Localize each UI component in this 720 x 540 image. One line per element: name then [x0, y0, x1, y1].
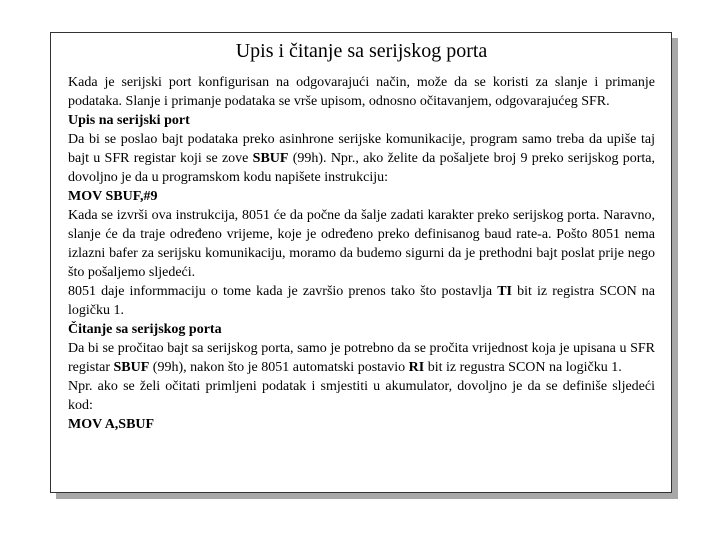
body-paragraph — [68, 339, 655, 377]
text-run: 8051 daje informmaciju o tome kada je završio prenos tako što postavlja — [68, 284, 498, 299]
slide-content-box — [50, 32, 672, 493]
bold-term: RI — [408, 360, 425, 375]
section-heading — [68, 415, 655, 434]
text-run: (99h), nakon što je 8051 automatski postavio — [149, 360, 409, 375]
text-run: Čitanje sa serijskog porta — [68, 322, 222, 337]
bold-term: SBUF — [113, 360, 150, 375]
section-heading — [68, 187, 655, 206]
text-run: Upis na serijski port — [68, 113, 190, 128]
section-heading — [68, 320, 655, 339]
text-run: bit iz registra SCON na logičku 1. — [68, 284, 656, 318]
text-run: Npr. ako se želi očitati primljeni podatak i smjestiti u akumulator, dovoljno je da se definiše sljedeći kod: — [68, 379, 655, 413]
body-paragraph — [68, 377, 655, 415]
text-run: (99h). Npr., ako želite da pošaljete broj 9 preko serijskog porta, dovoljno je da u programskom kodu napišete instrukciju: — [68, 151, 655, 185]
body-paragraph — [68, 73, 655, 111]
body-paragraph — [68, 130, 655, 187]
text-run: bit iz regustra SCON na logičku 1. — [424, 360, 622, 375]
text-run: Da bi se pročitao bajt sa serijskog porta, samo je potrebno da se pročita vrijednost koja je upisana u SFR registar — [68, 341, 655, 375]
body-paragraph — [68, 282, 655, 320]
body-paragraph — [68, 206, 655, 282]
text-run: Kada je serijski port konfigurisan na odgovarajući način, može da se koristi za slanje i primanje podataka. Slanje i primanje podataka se vrše upisom, odnosno očitavanjem, odgovarajućeg SFR. — [68, 75, 655, 109]
bold-term: SBUF — [252, 151, 289, 166]
text-run: MOV A,SBUF — [68, 417, 155, 432]
slide-body — [68, 73, 655, 434]
slide-title: Upis i čitanje sa serijskog porta — [235, 40, 488, 62]
text-run: MOV SBUF,#9 — [68, 189, 158, 204]
text-run: Kada se izvrši ova instrukcija, 8051 će da počne da šalje zadati karakter preko serijskog porta. Naravno, slanje će da traje određeno vrijeme, koje je određeno preko definisanog baud rate-a. Pošto 8051 nema izlazni bafer za serijsku komunikaciju, moramo da budemo sigurni da je prethodni bajt poslat prije nego što pošaljemo sljedeći. — [68, 208, 655, 280]
text-run: Da bi se poslao bajt podataka preko asinhrone serijske komunikacije, program samo treba da upiše taj bajt u SFR registar koji se zove — [68, 132, 655, 166]
bold-term: TI — [497, 284, 512, 299]
section-heading — [68, 111, 655, 130]
